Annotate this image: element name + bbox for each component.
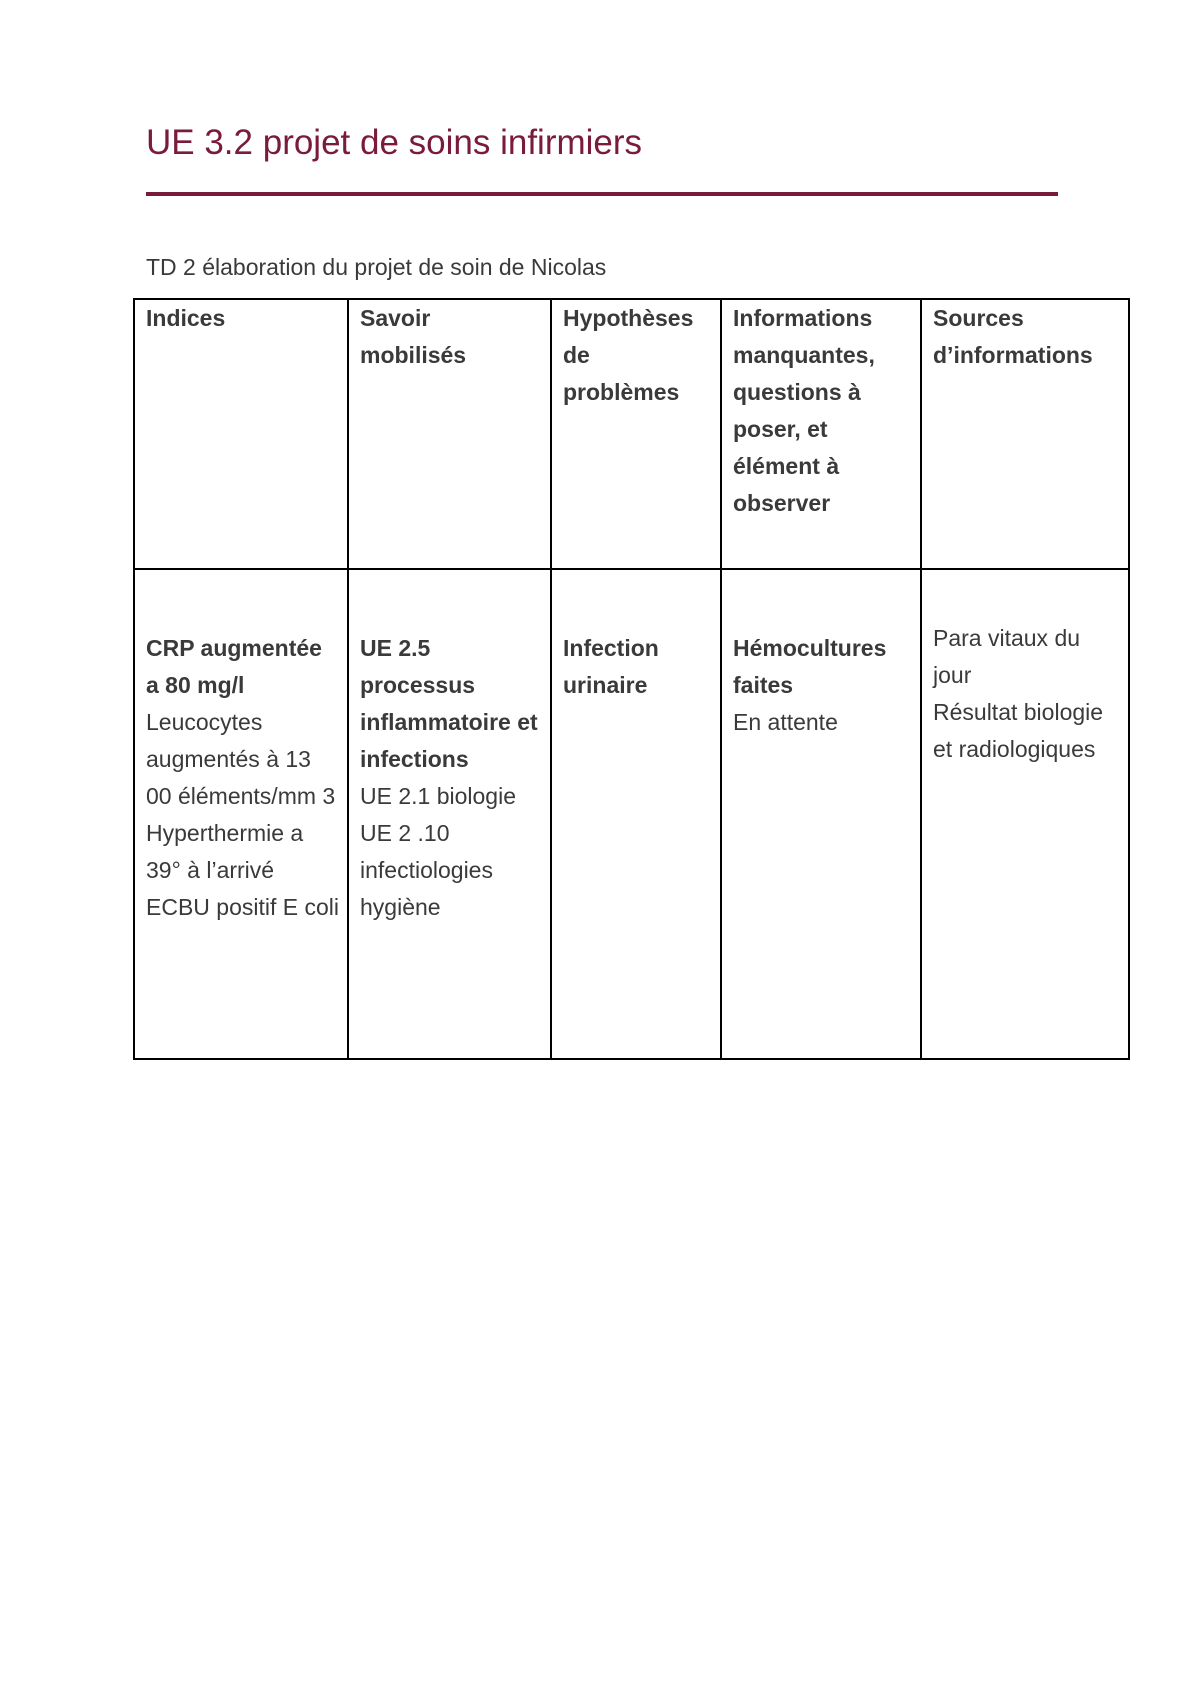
care-plan-table — [133, 298, 1130, 1060]
savoir-ue-2-1: UE 2.1 biologie — [360, 783, 516, 809]
table-row — [134, 569, 1129, 1059]
cell-hypotheses — [551, 569, 721, 1059]
indices-crp: CRP augmentée a 80 mg/l — [146, 635, 322, 698]
document-subtitle: TD 2 élaboration du projet de soin de Nicolas — [146, 254, 607, 280]
savoir-ue-2-10: UE 2 .10 infectiologies hygiène — [360, 820, 493, 920]
document-title: UE 3.2 projet de soins infirmiers — [146, 123, 643, 162]
header-informations-manquantes: Informations manquantes, questions à poser, et élément à observer — [721, 299, 921, 569]
header-sources: Sources d’informations — [921, 299, 1129, 569]
cell-indices — [134, 569, 348, 1059]
info-en-attente: En attente — [733, 709, 838, 735]
info-hemocultures: Hémocultures faites — [733, 635, 887, 698]
header-savoir-mobilises: Savoir mobilisés — [348, 299, 551, 569]
header-hypotheses: Hypothèses de problèmes — [551, 299, 721, 569]
cell-savoir — [348, 569, 551, 1059]
header-indices: Indices — [134, 299, 348, 569]
hypothese-infection: Infection urinaire — [563, 635, 659, 698]
indices-ecbu: ECBU positif E coli — [146, 894, 340, 920]
indices-leucocytes: Leucocytes augmentés à 13 00 éléments/mm 3 — [146, 709, 336, 809]
table-header-row — [134, 299, 1129, 569]
source-para-vitaux: Para vitaux du jour — [933, 625, 1081, 688]
cell-informations — [721, 569, 921, 1059]
savoir-ue-2-5: UE 2.5 processus inflammatoire et infections — [360, 635, 538, 772]
title-underline — [146, 192, 1058, 196]
source-resultat: Résultat biologie et radiologiques — [933, 699, 1104, 762]
indices-hyperthermie: Hyperthermie a 39° à l’arrivé — [146, 820, 304, 883]
cell-sources — [921, 569, 1129, 1059]
